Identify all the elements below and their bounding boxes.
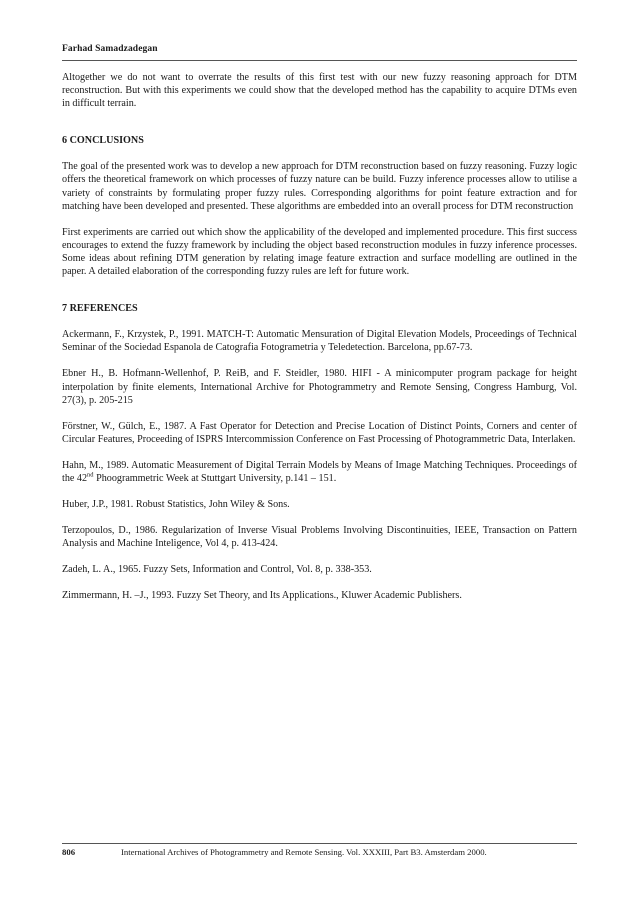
reference-hahn-superscript: nd bbox=[87, 471, 94, 479]
page-number: 806 bbox=[62, 847, 76, 857]
reference-hahn bbox=[62, 459, 577, 485]
reference-terzopoulos: Terzopoulos, D., 1986. Regularization of Inverse Visual Problems Involving Discontinuities, IEEE, Transaction on Pattern Analysis and Machine Inteligence, Vol 4, p. 413-424. bbox=[62, 525, 577, 550]
reference-ebner: Ebner H., B. Hofmann-Wellenhof, P. ReiB, and F. Steidler, 1980. HIFI - A minicomputer program package for height interpolation by finite elements, International Archive for Photogrammetry and Remote Sensing, Congress Hamburg, Vol. 27(3), p. 205-215 bbox=[62, 368, 577, 406]
reference-zimmermann: Zimmermann, H. –J., 1993. Fuzzy Set Theory, and Its Applications., Kluwer Academic Publishers. bbox=[62, 590, 462, 602]
header-rule bbox=[62, 60, 577, 61]
conclusions-paragraph-2: First experiments are carried out which show the applicability of the developed and implemented procedure. This first success encourages to extend the fuzzy framework by including the object based reconstruction modules in fuzzy inference processes. Some ideas about refining DTM generation by relating image feature extraction and surface modelling are outlined in the paper. A detailed elaboration of the corresponding fuzzy rules are left for future work. bbox=[62, 226, 577, 278]
reference-forstner: Förstner, W., Gülch, E., 1987. A Fast Operator for Detection and Precise Location of Distinct Points, Corners and center of Circular Features, Proceeding of ISPRS Intercommission Conference on Fast Processing of Photogrammetric Data, Interlaken. bbox=[62, 420, 577, 445]
footer-rule bbox=[62, 843, 577, 844]
conclusions-heading: 6 CONCLUSIONS bbox=[62, 135, 144, 147]
intro-paragraph: Altogether we do not want to overrate the results of this first test with our new fuzzy reasoning approach for DTM reconstruction. But with this experiments we could show that the developed method has the capability to acquire DTMs even in difficult terrain. bbox=[62, 72, 577, 110]
journal-citation: International Archives of Photogrammetry and Remote Sensing. Vol. XXXIII, Part B3. Amsterdam 2000. bbox=[121, 847, 487, 857]
body-text bbox=[62, 71, 577, 603]
reference-hahn-part-1: Hahn, M., 1989. Automatic Measurement of Digital Terrain Models by Means of Image Matching Techniques. Proceedings of the 42 bbox=[62, 459, 577, 484]
reference-ackermann: Ackermann, F., Krzystek, P., 1991. MATCH-T: Automatic Mensuration of Digital Elevation Models, Proceedings of Technical Seminar of the Sociedad Espanola de Catografia Fotogrametria y Teledetection. Barcelona, pp.67-73. bbox=[62, 329, 577, 354]
conclusions-paragraph-1: The goal of the presented work was to develop a new approach for DTM reconstruction based on fuzzy reasoning. Fuzzy logic offers the theoretical framework on which processes of fuzzy nature can be build. Fuzzy inference processes allow to utilise a variety of constraints by formulating proper fuzzy rules. Corresponding algorithms for point feature extraction and for matching have been developed and presented. These algorithms are embedded into an overall process for DTM reconstruction bbox=[62, 161, 577, 212]
references-heading: 7 REFERENCES bbox=[62, 303, 138, 315]
reference-hahn-part-2: Phoogrammetric Week at Stuttgart University, p.141 – 151. bbox=[93, 472, 337, 484]
running-head-author: Farhad Samadzadegan bbox=[62, 44, 158, 54]
reference-zadeh: Zadeh, L. A., 1965. Fuzzy Sets, Information and Control, Vol. 8, p. 338-353. bbox=[62, 564, 372, 576]
paper-page bbox=[62, 0, 577, 902]
reference-huber: Huber, J.P., 1981. Robust Statistics, John Wiley & Sons. bbox=[62, 499, 290, 511]
